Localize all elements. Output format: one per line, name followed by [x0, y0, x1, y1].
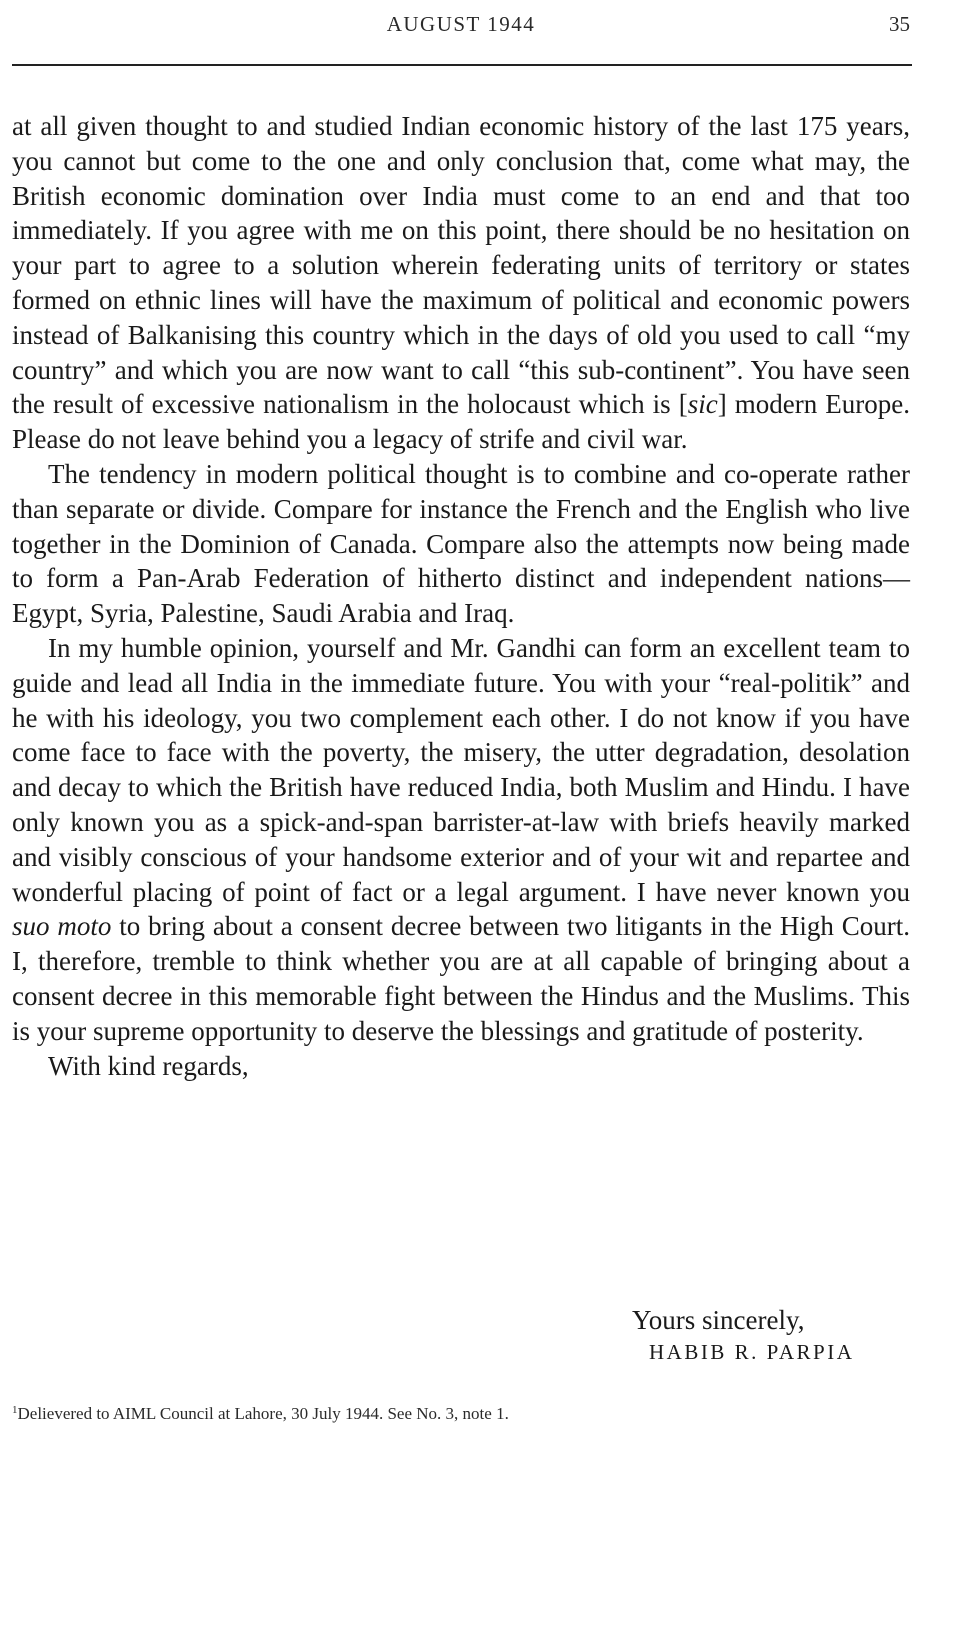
- letter-body: [12, 109, 910, 1083]
- page-number: 35: [889, 12, 910, 36]
- paragraph-2-text: The tendency in modern political thought is to combine and co-operate rather than separate or divide. Compare for instance the French and the English who live together in the Dominion of Canada. Compare also the attempts now being made to form a Pan-Arab Federation of hitherto distinct and independent nations—Egypt, Syria, Palestine, Saudi Arabia and Iraq.: [12, 458, 910, 629]
- paragraph-3-italic-suo-moto: suo moto: [12, 911, 112, 942]
- paragraph-1-italic-sic: sic: [687, 389, 718, 420]
- footnote-text: Delievered to AIML Council at Lahore, 30 July 1944. See No. 3, note 1.: [17, 1404, 509, 1423]
- signoff: Yours sincerely,: [632, 1305, 805, 1335]
- header-rule: [12, 64, 912, 66]
- closing-line: With kind regards,: [48, 1050, 249, 1081]
- running-head-title: AUGUST 1944: [386, 12, 536, 36]
- running-head: [12, 12, 910, 42]
- paragraph-1-text-b: ] modern Europe. Please do not leave behind you a legacy of strife and civil war.: [12, 389, 910, 455]
- signature: HABIB R. PARPIA: [649, 1340, 855, 1364]
- paragraph-3-text-a: In my humble opinion, yourself and Mr. Gandhi can form an excellent team to guide and lead all India in the immediate future. You with your “real-politik” and he with his ideology, you two complement each other. I do not know if you have come face to face with the poverty, the misery, the utter degradation, desolation and decay to which the British have reduced India, both Muslim and Hindu. I have only known you as a spick-and-span barrister-at-law with briefs heavily marked and visibly conscious of your handsome exterior and of your wit and repartee and wonderful placing of point of fact or a legal argument. I have never known you: [12, 632, 910, 907]
- paragraph-1: [12, 109, 910, 457]
- footnote-marker: 1: [12, 1404, 18, 1416]
- paragraph-3: [12, 631, 910, 1049]
- paragraph-1-text-a: at all given thought to and studied Indian economic history of the last 175 years, you cannot but come to the one and only conclusion that, come what may, the British economic domination over India must come to an end and that too immediately. If you agree with me on this point, there should be no hesitation on your part to agree to a solution wherein federating units of territory or states formed on ethnic lines will have the maximum of political and economic powers instead of Balkanising this country which in the days of old you used to call “my country” and which you are now want to call “this sub-continent”. You have seen the result of excessive nationalism in the holocaust which is [: [12, 111, 910, 420]
- footnote: [12, 1404, 509, 1424]
- paragraph-3-text-b: to bring about a consent decree between two litigants in the High Court. I, therefore, tremble to think whether you are at all capable of bringing about a consent decree in this memorable fight between the Hindus and the Muslims. This is your supreme opportunity to deserve the blessings and gratitude of posterity.: [12, 911, 910, 1046]
- paragraph-2: [12, 457, 910, 631]
